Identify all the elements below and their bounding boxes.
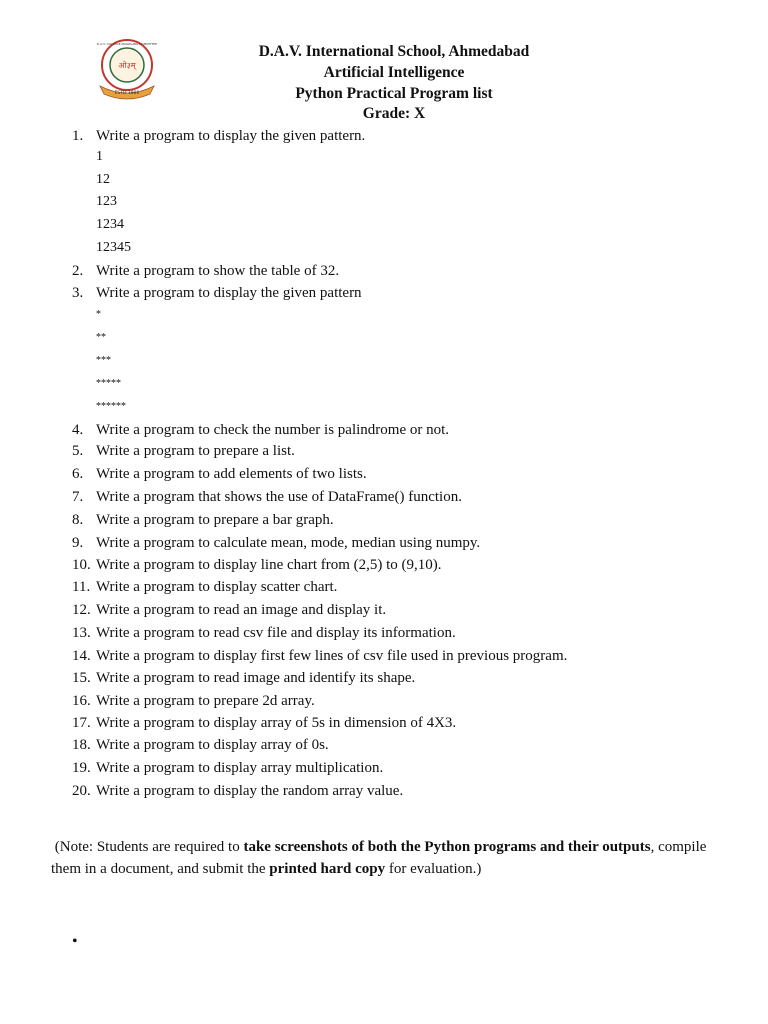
item-number: 14. bbox=[72, 648, 91, 664]
document-title: Python Practical Program list bbox=[295, 84, 493, 102]
list-item bbox=[72, 735, 329, 755]
list-item bbox=[72, 261, 339, 281]
item-text: Write a program to calculate mean, mode, median using numpy. bbox=[96, 535, 481, 551]
logo-estd-text: ESTD 1886 bbox=[114, 91, 140, 96]
item-text: Write a program to prepare 2d array. bbox=[96, 693, 315, 709]
list-item bbox=[72, 758, 383, 778]
pattern-line: ***** bbox=[96, 378, 121, 389]
subject-title: Artificial Intelligence bbox=[323, 63, 465, 81]
item-number: 7. bbox=[72, 489, 84, 505]
item-text: Write a program to add elements of two lists. bbox=[96, 466, 367, 482]
item-text: Write a program to check the number is palindrome or not. bbox=[96, 422, 450, 438]
pattern-line: ****** bbox=[96, 401, 126, 412]
school-name: D.A.V. International School, Ahmedabad bbox=[258, 43, 530, 60]
item-number: 18. bbox=[72, 737, 91, 753]
item-number: 3. bbox=[72, 285, 84, 301]
item-number: 16. bbox=[72, 693, 91, 709]
note-text: for evaluation.) bbox=[385, 861, 482, 877]
document-header bbox=[0, 42, 768, 125]
item-number: 13. bbox=[72, 625, 91, 641]
note-text: , compile them in a document, and submit the bbox=[51, 839, 707, 877]
logo-ring-text: D.A.V. COLLEGE MANAGING COMMITTEE bbox=[96, 42, 158, 46]
list-item bbox=[72, 420, 449, 440]
item-number: 6. bbox=[72, 466, 84, 482]
pattern-line: 1234 bbox=[96, 217, 124, 232]
item-text: Write a program to display array of 5s in dimension of 4X3. bbox=[96, 715, 457, 731]
list-item bbox=[72, 600, 386, 620]
item-number: 9. bbox=[72, 535, 84, 551]
list-item bbox=[72, 781, 403, 801]
pattern-line: *** bbox=[96, 355, 111, 366]
list-item bbox=[72, 533, 480, 553]
item-text: Write a program to read image and identify its shape. bbox=[96, 670, 416, 686]
logo-emblem-text: ओ३म् bbox=[118, 61, 136, 70]
item-number: 20. bbox=[72, 783, 91, 799]
list-item bbox=[72, 464, 367, 484]
list-item bbox=[72, 713, 456, 733]
list-item bbox=[72, 510, 334, 530]
item-text: Write a program to prepare a bar graph. bbox=[96, 512, 334, 528]
item-text: Write a program to display first few lines of csv file used in previous program. bbox=[96, 648, 568, 664]
list-item bbox=[72, 441, 295, 461]
item-text: Write a program to display the given pattern. bbox=[96, 128, 366, 144]
pattern-line: ** bbox=[96, 332, 106, 343]
item-number: 1. bbox=[72, 128, 84, 144]
item-text: Write a program to display array multiplication. bbox=[96, 760, 384, 776]
list-item bbox=[72, 691, 315, 711]
grade-label: Grade: X bbox=[362, 105, 426, 123]
item-text: Write a program to read csv file and display its information. bbox=[96, 625, 456, 641]
note-text: (Note: Students are required to bbox=[54, 839, 244, 855]
item-text: Write a program to display scatter chart. bbox=[96, 579, 338, 595]
list-item bbox=[72, 646, 567, 666]
item-number: 8. bbox=[72, 512, 84, 528]
item-text: Write a program to display the given pattern bbox=[96, 285, 362, 301]
item-text: Write a program to prepare a list. bbox=[96, 443, 295, 459]
pattern-line: * bbox=[96, 309, 101, 320]
item-text: Write a program to read an image and display it. bbox=[96, 602, 387, 618]
empty-bullet: • bbox=[72, 933, 78, 950]
item-number: 11. bbox=[72, 579, 91, 595]
item-number: 17. bbox=[72, 715, 91, 731]
pattern-line: 12345 bbox=[96, 240, 131, 255]
item-text: Write a program to show the table of 32. bbox=[96, 263, 340, 279]
list-item bbox=[72, 623, 456, 643]
list-item bbox=[72, 126, 365, 146]
item-number: 4. bbox=[72, 422, 84, 438]
note-bold-text: take screenshots of both the Python programs and their outputs bbox=[243, 839, 651, 855]
pattern-line: 12 bbox=[96, 172, 110, 187]
pattern-line: 123 bbox=[96, 194, 117, 209]
item-number: 15. bbox=[72, 670, 91, 686]
list-item bbox=[72, 668, 415, 688]
item-number: 2. bbox=[72, 263, 84, 279]
list-item bbox=[72, 487, 462, 507]
note-bold-text: printed hard copy bbox=[269, 861, 386, 877]
pattern-line: 1 bbox=[96, 149, 103, 164]
list-item bbox=[72, 283, 362, 303]
item-text: Write a program to display array of 0s. bbox=[96, 737, 329, 753]
list-item bbox=[72, 555, 442, 575]
list-item bbox=[72, 577, 337, 597]
item-text: Write a program to display the random array value. bbox=[96, 783, 404, 799]
item-number: 19. bbox=[72, 760, 91, 776]
item-text: Write a program that shows the use of DataFrame() function. bbox=[96, 489, 462, 505]
item-number: 12. bbox=[72, 602, 91, 618]
item-text: Write a program to display line chart from (2,5) to (9,10). bbox=[96, 557, 442, 573]
item-number: 10. bbox=[72, 557, 91, 573]
submission-note bbox=[51, 836, 731, 880]
item-number: 5. bbox=[72, 443, 84, 459]
